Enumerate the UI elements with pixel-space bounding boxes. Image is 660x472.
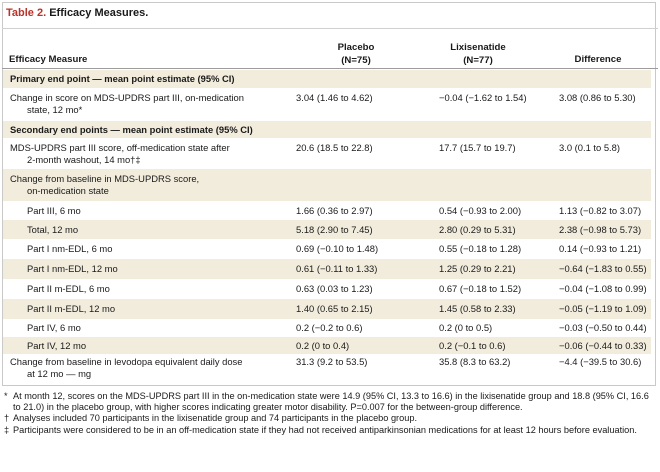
cell-placebo: 20.6 (18.5 to 22.8) xyxy=(296,142,373,153)
cell-placebo: 0.69 (−0.10 to 1.48) xyxy=(296,243,379,254)
cell-difference: −4.4 (−39.5 to 30.6) xyxy=(559,356,642,367)
header-placebo xyxy=(316,41,396,67)
title-divider xyxy=(2,28,658,29)
cell-placebo: 0.61 (−0.11 to 1.33) xyxy=(296,263,378,274)
footnote-dagger: † Analyses included 70 participants in the lixisenatide group and 74 participants in the placebo group. xyxy=(4,413,418,424)
cell-placebo: 3.04 (1.46 to 4.62) xyxy=(296,92,373,103)
table-row xyxy=(3,201,651,220)
cell-difference: 3.08 (0.86 to 5.30) xyxy=(559,92,636,103)
row-label: Part II m-EDL, 6 mo xyxy=(27,283,110,294)
cell-lixisenatide: −0.04 (−1.62 to 1.54) xyxy=(439,92,527,103)
header-placebo-name: Placebo xyxy=(337,42,375,53)
row-label: Part IV, 12 mo xyxy=(27,340,87,351)
header-placebo-n: (N=75) xyxy=(341,55,371,66)
cell-lixisenatide: 0.2 (0 to 0.5) xyxy=(439,322,493,333)
row-label: Change from baseline in levodopa equivalent daily dose at 12 mo — mg xyxy=(10,356,243,379)
cell-difference: 3.0 (0.1 to 5.8) xyxy=(559,142,620,153)
table-row xyxy=(3,299,651,319)
cell-placebo: 5.18 (2.90 to 7.45) xyxy=(296,224,373,235)
header-lixisenatide xyxy=(430,41,526,67)
table-row xyxy=(3,259,651,279)
section-row-secondary xyxy=(3,121,651,138)
cell-placebo: 31.3 (9.2 to 53.5) xyxy=(296,356,368,367)
table-row xyxy=(3,138,651,169)
header-lixisenatide-n: (N=77) xyxy=(463,55,493,66)
cell-lixisenatide: 0.2 (−0.1 to 0.6) xyxy=(439,340,506,351)
row-label: MDS-UPDRS part III score, off-medication state after 2-month washout, 14 mo†‡ xyxy=(10,142,230,165)
cell-difference: −0.05 (−1.19 to 1.09) xyxy=(559,303,647,314)
table-row xyxy=(3,319,651,337)
cell-difference: −0.03 (−0.50 to 0.44) xyxy=(559,322,647,333)
cell-lixisenatide: 17.7 (15.7 to 19.7) xyxy=(439,142,516,153)
cell-placebo: 0.2 (0 to 0.4) xyxy=(296,340,350,351)
row-label: Part IV, 6 mo xyxy=(27,322,81,333)
cell-lixisenatide: 0.67 (−0.18 to 1.52) xyxy=(439,283,522,294)
cell-difference: 1.13 (−0.82 to 3.07) xyxy=(559,205,642,216)
table-number: Table 2. xyxy=(6,7,47,19)
footnotes xyxy=(4,391,656,436)
cell-difference: 2.38 (−0.98 to 5.73) xyxy=(559,224,642,235)
table-row-group-header xyxy=(3,169,651,201)
table-row xyxy=(3,239,651,259)
cell-placebo: 1.66 (0.36 to 2.97) xyxy=(296,205,373,216)
row-label: Change in score on MDS-UPDRS part III, on-medication state, 12 mo* xyxy=(10,92,244,115)
cell-placebo: 0.63 (0.03 to 1.23) xyxy=(296,283,373,294)
header-divider xyxy=(2,68,658,69)
table-row xyxy=(3,354,651,384)
cell-lixisenatide: 1.25 (0.29 to 2.21) xyxy=(439,263,516,274)
header-lixisenatide-name: Lixisenatide xyxy=(450,42,506,53)
footnote-double-dagger: ‡ Participants were considered to be in an off-medication state if they had not received antiparkinsonian medications for at least 12 hours before evaluation. xyxy=(4,424,637,435)
cell-lixisenatide: 35.8 (8.3 to 63.2) xyxy=(439,356,511,367)
row-label: Part I nm-EDL, 6 mo xyxy=(27,243,113,254)
header-efficacy-measure: Efficacy Measure xyxy=(9,54,88,65)
table-row xyxy=(3,337,651,354)
cell-lixisenatide: 0.54 (−0.93 to 2.00) xyxy=(439,205,522,216)
section-secondary-label: Secondary end points — mean point estimate (95% CI) xyxy=(10,124,253,135)
section-row-primary xyxy=(3,70,651,88)
cell-lixisenatide: 1.45 (0.58 to 2.33) xyxy=(439,303,516,314)
row-label: Part I nm-EDL, 12 mo xyxy=(27,263,118,274)
table-row xyxy=(3,279,651,299)
cell-difference: −0.06 (−0.44 to 0.33) xyxy=(559,340,647,351)
cell-placebo: 1.40 (0.65 to 2.15) xyxy=(296,303,373,314)
cell-lixisenatide: 0.55 (−0.18 to 1.28) xyxy=(439,243,522,254)
table-title xyxy=(6,7,148,19)
row-label: Part II m-EDL, 12 mo xyxy=(27,303,116,314)
header-difference: Difference xyxy=(574,54,622,65)
footnote-asterisk: * At month 12, scores on the MDS-UPDRS part III in the on-medication state were 14.9 (95% CI, 13.3 to 16.6) in the lixisenatide group and 18.8 (95% CI, 16.6 to 21.0) in the placebo group, with higher scores indicating greater motor disability. P=0.007 for the between-group difference. xyxy=(4,391,649,413)
cell-difference: −0.04 (−1.08 to 0.99) xyxy=(559,283,647,294)
row-label: Total, 12 mo xyxy=(27,224,79,235)
table-row xyxy=(3,88,651,120)
cell-difference: −0.64 (−1.83 to 0.55) xyxy=(559,263,647,274)
table-row xyxy=(3,220,651,239)
row-label: Part III, 6 mo xyxy=(27,205,81,216)
table-caption: Efficacy Measures. xyxy=(49,7,149,19)
row-label: Change from baseline in MDS-UPDRS score, on-medication state xyxy=(10,173,200,196)
cell-placebo: 0.2 (−0.2 to 0.6) xyxy=(296,322,363,333)
cell-lixisenatide: 2.80 (0.29 to 5.31) xyxy=(439,224,516,235)
cell-difference: 0.14 (−0.93 to 1.21) xyxy=(559,243,642,254)
section-primary-label: Primary end point — mean point estimate (95% CI) xyxy=(10,73,235,84)
